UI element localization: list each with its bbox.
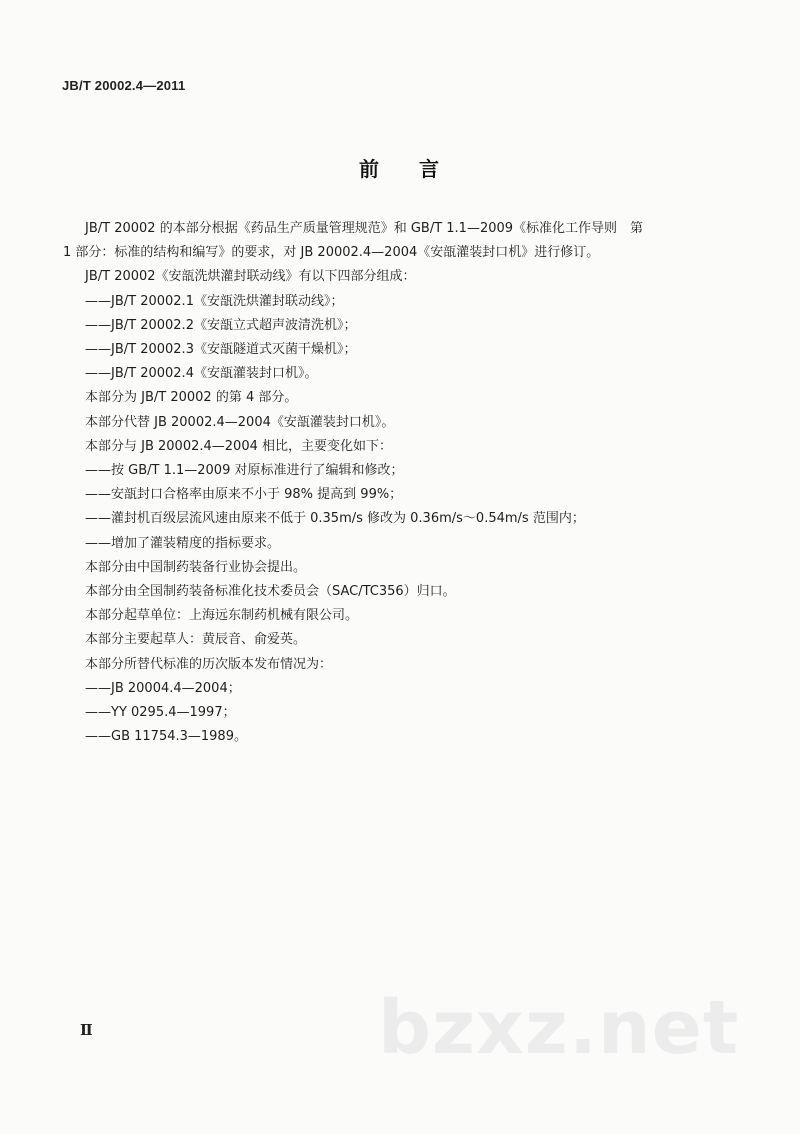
- section-title: [0, 153, 800, 182]
- paragraph-line: ——JB/T 20002.1《安瓿洗烘灌封联动线》；: [85, 293, 344, 309]
- title-char-1: 前: [359, 157, 381, 181]
- paragraph-line: 本部分为 JB/T 20002 的第 4 部分。: [85, 390, 298, 406]
- paragraph-line: 本部分由中国制药装备行业协会提出。: [85, 559, 307, 575]
- foreword-body: [63, 217, 725, 749]
- paragraph-line: 本部分起草单位：上海远东制药机械有限公司。: [85, 608, 359, 624]
- paragraph-line: ——GB 11754.3—1989。: [85, 729, 247, 745]
- paragraph-line: 本部分代替 JB 20002.4—2004《安瓿灌装封口机》。: [85, 414, 395, 430]
- paragraph-line: ——JB/T 20002.3《安瓿隧道式灭菌干燥机》；: [85, 342, 357, 358]
- paragraph-line: ——JB/T 20002.4《安瓿灌装封口机》。: [85, 366, 318, 382]
- paragraph-line: ——灌封机百级层流风速由原来不低于 0.35m/s 修改为 0.36m/s～0.54m/s 范围内；: [85, 511, 585, 527]
- title-char-2: 言: [419, 157, 441, 181]
- paragraph-line: JB/T 20002《安瓿洗烘灌封联动线》有以下四部分组成：: [85, 269, 416, 285]
- paragraph-line: ——YY 0295.4—1997；: [85, 705, 236, 721]
- paragraph-line: ——增加了灌装精度的指标要求。: [85, 535, 281, 551]
- paragraph-line: 本部分主要起草人：黄辰音、俞爱英。: [85, 632, 307, 648]
- paragraph-line: ——按 GB/T 1.1—2009 对原标准进行了编辑和修改；: [85, 463, 404, 479]
- paragraph-line: ——JB 20004.4—2004；: [85, 680, 241, 696]
- document-code: JB/T 20002.4—2011: [62, 78, 186, 93]
- paragraph-line: 1 部分：标准的结构和编写》的要求，对 JB 20002.4—2004《安瓿灌装封口机》进行修订。: [63, 245, 600, 261]
- paragraph-line: JB/T 20002 的本部分根据《药品生产质量管理规范》和 GB/T 1.1—2009《标准化工作导则 第: [85, 221, 644, 236]
- paragraph-line: ——安瓿封口合格率由原来不小于 98% 提高到 99%；: [85, 487, 403, 503]
- paragraph-line: 本部分与 JB 20002.4—2004 相比，主要变化如下：: [85, 438, 392, 454]
- paragraph-line: 本部分由全国制药装备标准化技术委员会（SAC/TC356）归口。: [85, 584, 456, 600]
- paragraph-line: 本部分所替代标准的历次版本发布情况为：: [85, 656, 333, 672]
- paragraph-line: ——JB/T 20002.2《安瓿立式超声波清洗机》；: [85, 317, 357, 333]
- page-number: Ⅱ: [80, 1021, 93, 1039]
- watermark-logo: bzxz.net: [378, 985, 740, 1071]
